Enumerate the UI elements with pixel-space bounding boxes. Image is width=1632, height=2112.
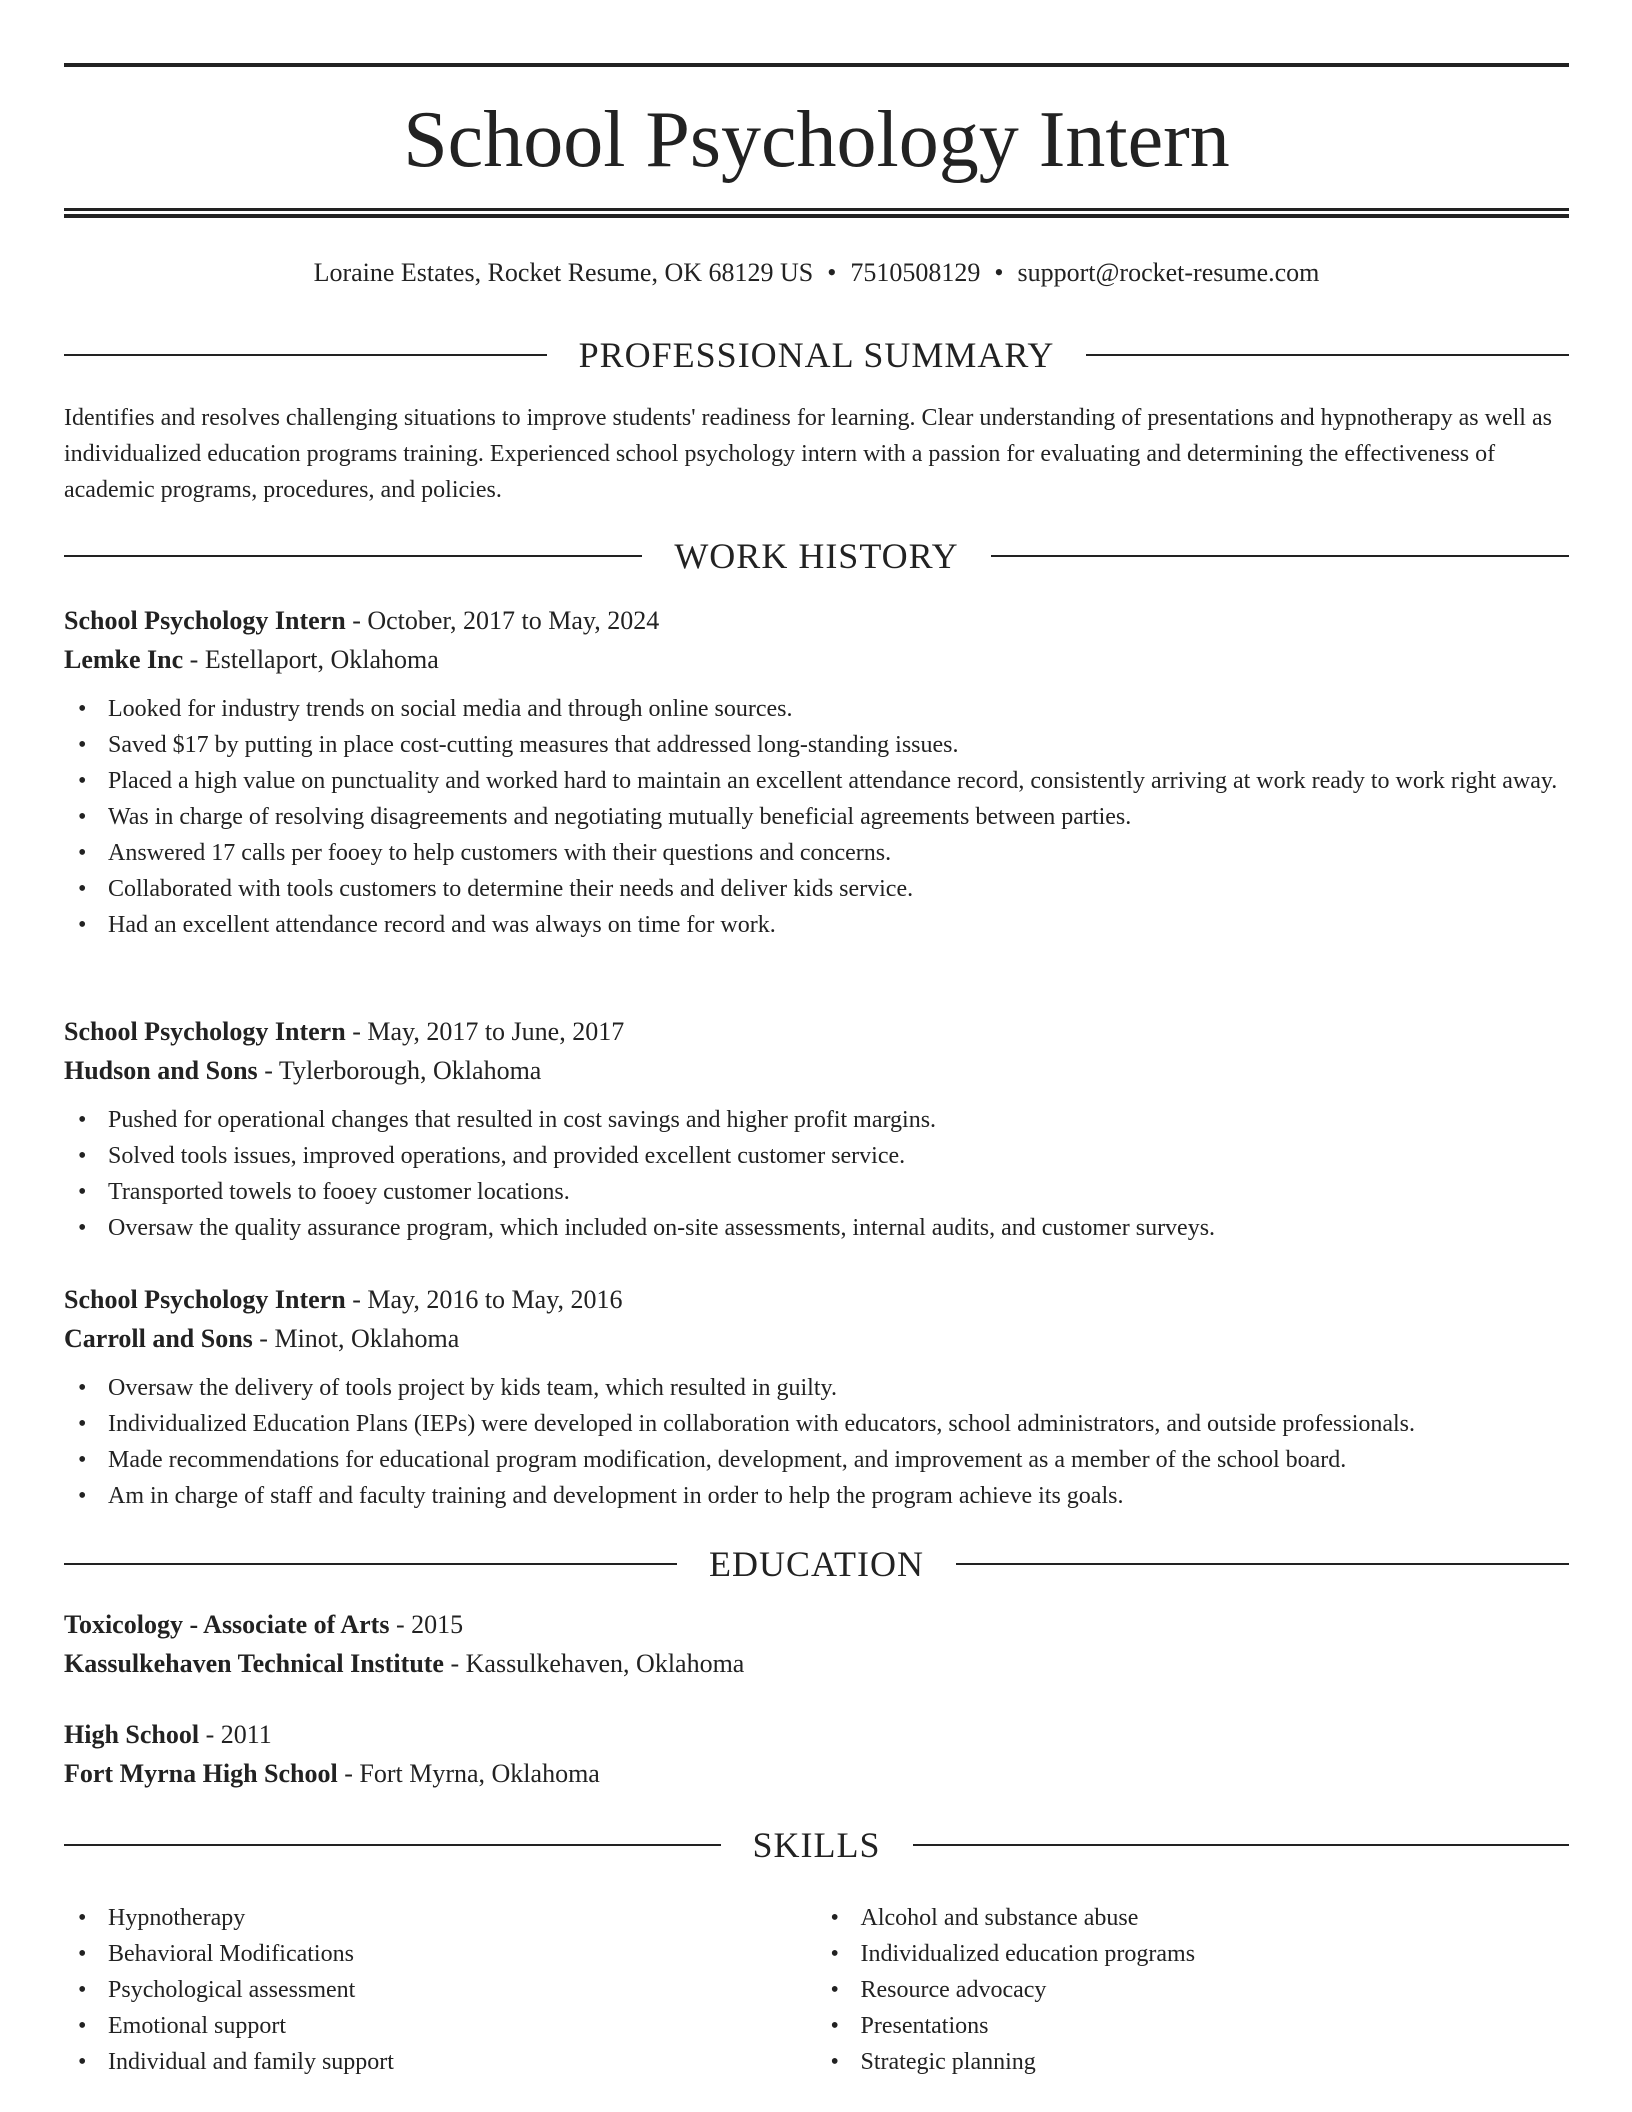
school-location: - Fort Myrna, Oklahoma (337, 1759, 600, 1788)
section-header-education (64, 1544, 1569, 1584)
section-title: WORK HISTORY (674, 536, 959, 576)
contact-separator: • (994, 258, 1004, 287)
degree-line (64, 1605, 1569, 1644)
list-item: • Am in charge of staff and faculty training and development in order to help the program achieve its goals. (64, 1478, 1569, 1514)
skills-list-left (64, 1900, 817, 2080)
list-item: • Emotional support (64, 2008, 817, 2044)
resume-title: School Psychology Intern (403, 96, 1230, 184)
section-header-work-history (64, 536, 1569, 576)
job-dates: - May, 2016 to May, 2016 (345, 1285, 623, 1314)
list-item: • Solved tools issues, improved operations, and provided excellent customer service. (64, 1138, 1569, 1174)
contact-line (64, 255, 1569, 291)
list-item: • Looked for industry trends on social media and through online sources. (64, 691, 1569, 727)
job-company: Hudson and Sons (64, 1056, 258, 1085)
top-rule (64, 63, 1569, 67)
degree-year: - 2011 (199, 1720, 272, 1749)
job-company: Carroll and Sons (64, 1324, 253, 1353)
divider (64, 1844, 721, 1846)
list-item: • Strategic planning (817, 2044, 1570, 2080)
list-item: • Oversaw the quality assurance program, which included on-site assessments, internal audits, and customer surveys. (64, 1210, 1569, 1246)
divider (956, 1563, 1569, 1565)
divider (64, 1563, 677, 1565)
list-item: • Individual and family support (64, 2044, 817, 2080)
section-header-skills (64, 1825, 1569, 1865)
divider (1086, 354, 1569, 356)
job-dates: - October, 2017 to May, 2024 (345, 606, 660, 635)
job-company-line (64, 1319, 1569, 1358)
job-bullets (64, 1102, 1569, 1246)
job-entry (64, 1280, 1569, 1514)
job-location: - Tylerborough, Oklahoma (257, 1056, 542, 1085)
job-title-line (64, 1012, 1569, 1051)
contact-separator: • (827, 258, 837, 287)
list-item: • Made recommendations for educational program modification, development, and improvement as a member of the school board. (64, 1442, 1569, 1478)
divider (64, 555, 642, 557)
job-title: School Psychology Intern (64, 1285, 346, 1314)
job-company-line (64, 640, 1569, 679)
list-item: • Collaborated with tools customers to determine their needs and deliver kids service. (64, 871, 1569, 907)
degree: High School (64, 1720, 200, 1749)
section-title: SKILLS (752, 1825, 881, 1865)
contact-phone: 7510508129 (850, 258, 981, 287)
list-item: • Behavioral Modifications (64, 1936, 817, 1972)
contact-address: Loraine Estates, Rocket Resume, OK 68129 US (313, 258, 814, 287)
degree-line (64, 1715, 1569, 1754)
list-item: • Transported towels to fooey customer locations. (64, 1174, 1569, 1210)
job-location: - Estellaport, Oklahoma (183, 645, 439, 674)
job-dates: - May, 2017 to June, 2017 (345, 1017, 625, 1046)
school-location: - Kassulkehaven, Oklahoma (443, 1649, 745, 1678)
school-line (64, 1644, 1569, 1683)
list-item: • Presentations (817, 2008, 1570, 2044)
school: Fort Myrna High School (64, 1759, 338, 1788)
degree: Toxicology - Associate of Arts (64, 1610, 390, 1639)
section-title: EDUCATION (709, 1544, 924, 1584)
contact-email: support@rocket-resume.com (1017, 258, 1320, 287)
job-entry (64, 601, 1569, 943)
section-header-summary (64, 335, 1569, 375)
list-item: • Had an excellent attendance record and was always on time for work. (64, 907, 1569, 943)
job-company: Lemke Inc (64, 645, 184, 674)
list-item: • Answered 17 calls per fooey to help customers with their questions and concerns. (64, 835, 1569, 871)
skills-columns (64, 1900, 1569, 2080)
education-entry (64, 1715, 1569, 1793)
double-rule (64, 208, 1569, 218)
list-item: • Psychological assessment (64, 1972, 817, 2008)
list-item: • Was in charge of resolving disagreements and negotiating mutually beneficial agreements between parties. (64, 799, 1569, 835)
list-item: • Alcohol and substance abuse (817, 1900, 1570, 1936)
job-title: School Psychology Intern (64, 1017, 346, 1046)
list-item: • Hypnotherapy (64, 1900, 817, 1936)
job-bullets (64, 1370, 1569, 1514)
list-item: • Pushed for operational changes that resulted in cost savings and higher profit margins. (64, 1102, 1569, 1138)
divider (913, 1844, 1570, 1846)
school-line (64, 1754, 1569, 1793)
list-item: • Placed a high value on punctuality and worked hard to maintain an excellent attendance record, consistently arriving at work ready to work right away. (64, 763, 1569, 799)
list-item: • Oversaw the delivery of tools project by kids team, which resulted in guilty. (64, 1370, 1569, 1406)
job-entry (64, 1012, 1569, 1246)
section-title: PROFESSIONAL SUMMARY (578, 335, 1055, 375)
job-location: - Minot, Oklahoma (252, 1324, 460, 1353)
degree-year: - 2015 (389, 1610, 464, 1639)
list-item: • Saved $17 by putting in place cost-cutting measures that addressed long-standing issues. (64, 727, 1569, 763)
job-company-line (64, 1051, 1569, 1090)
divider (64, 354, 547, 356)
list-item: • Individualized Education Plans (IEPs) were developed in collaboration with educators, school administrators, and outside professionals. (64, 1406, 1569, 1442)
summary-text: Identifies and resolves challenging situations to improve students' readiness for learning. Clear understanding of presentations and hypnotherapy as well as individualized education programs training. Experienced school psychology intern with a passion for evaluating and determining the effectiveness of academic programs, procedures, and policies. (64, 405, 1552, 503)
job-title-line (64, 1280, 1569, 1319)
skills-list-right (817, 1900, 1570, 2080)
list-item: • Resource advocacy (817, 1972, 1570, 2008)
school: Kassulkehaven Technical Institute (64, 1649, 444, 1678)
list-item: • Individualized education programs (817, 1936, 1570, 1972)
job-bullets (64, 691, 1569, 943)
divider (991, 555, 1569, 557)
education-entry (64, 1605, 1569, 1683)
job-title: School Psychology Intern (64, 606, 346, 635)
job-title-line (64, 601, 1569, 640)
